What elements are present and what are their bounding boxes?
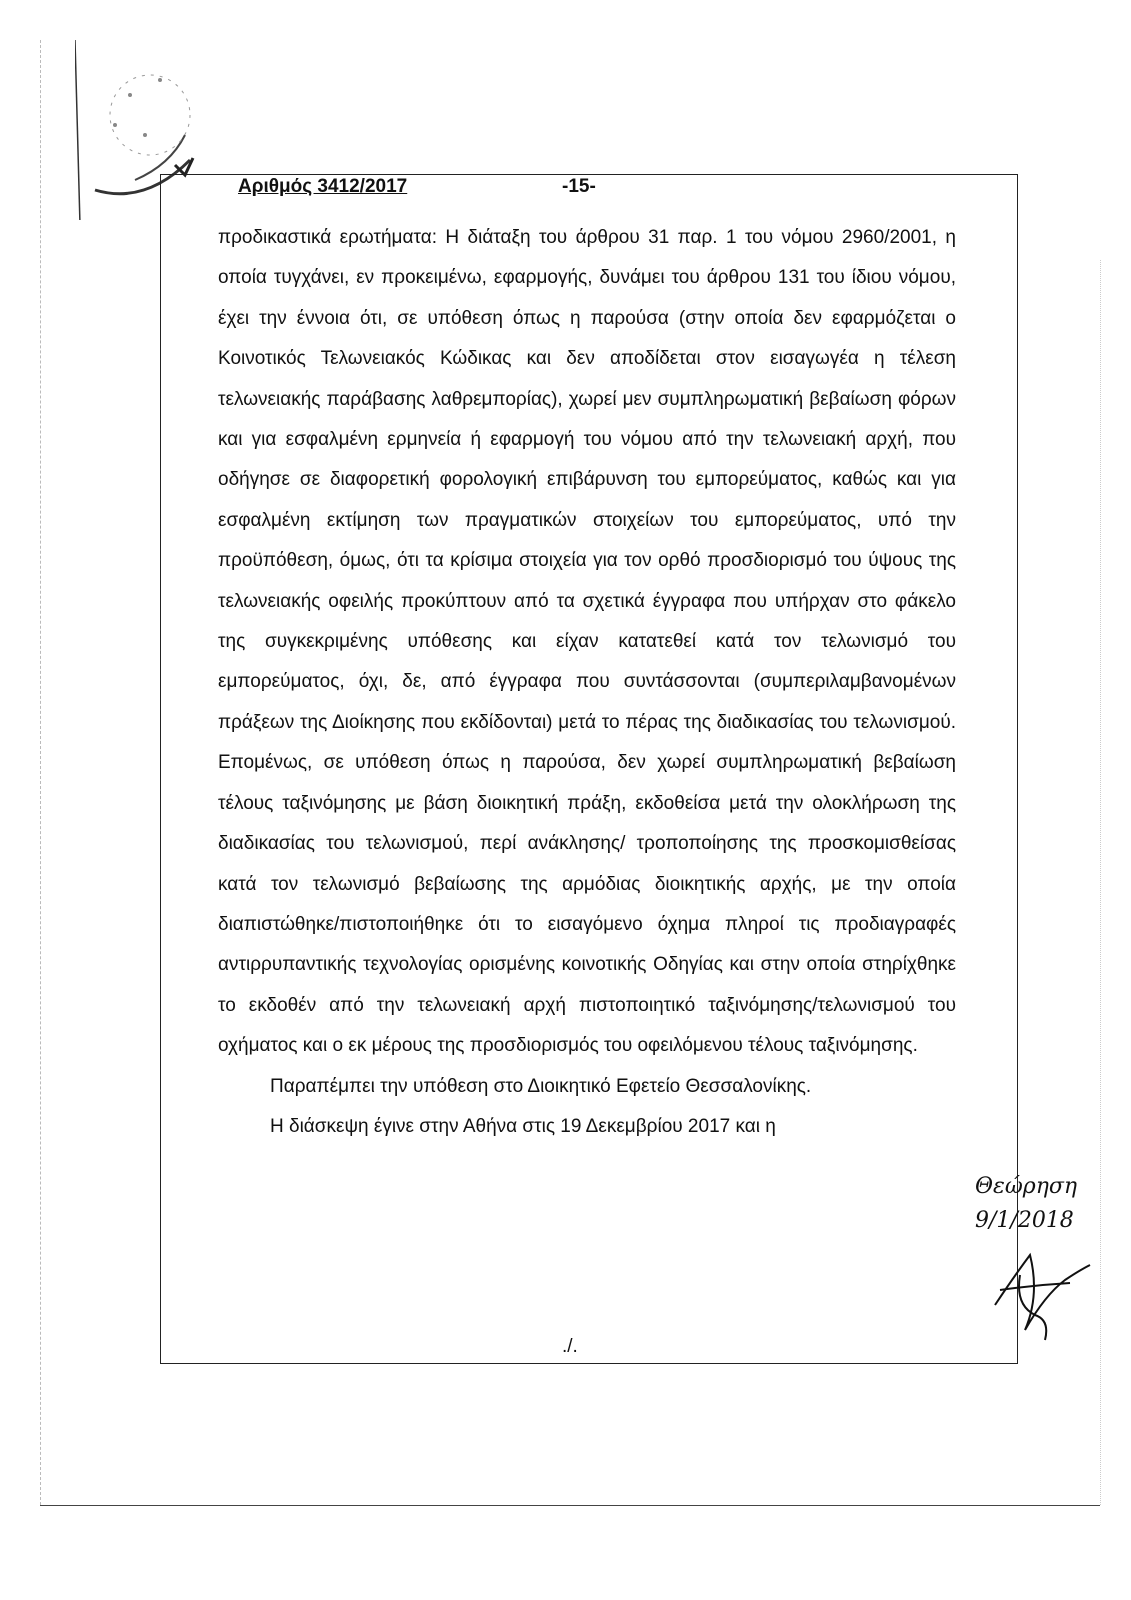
handwritten-note bbox=[975, 1170, 1077, 1238]
handwritten-word: Θεώρηση bbox=[975, 1174, 1078, 1199]
body-paragraph-2: Παραπέμπει την υπόθεση στο Διοικητικό Εφετείο Θεσσαλονίκης. bbox=[270, 1075, 812, 1097]
decision-number: Αριθμός 3412/2017 bbox=[238, 176, 408, 197]
body-paragraph-3: Η διάσκεψη έγινε στην Αθήνα στις 19 Δεκεμβρίου 2017 και η bbox=[270, 1115, 776, 1137]
scan-edge-right bbox=[1100, 260, 1101, 1505]
body-paragraph-1: προδικαστικά ερωτήματα: Η διάταξη του άρθρου 31 παρ. 1 του νόμου 2960/2001, η οποία τυγχάνει, εν προκειμένω, εφαρμογής, δυνάμει του άρθρου 131 του ίδιου νόμου, έχει την έννοια ότι, σε υπόθεση όπως η παρούσα (στην οποία δεν εφαρμόζεται ο Κοινοτικός Τελωνειακός Κώδικας και δεν αποδίδεται στον εισαγωγέα η τέλεση τελωνειακής παράβασης λαθρεμπορίας), χωρεί μεν συμπληρωματική βεβαίωση φόρων και για εσφαλμένη ερμηνεία ή εφαρμογή του νόμου από την τελωνειακή αρχή, που οδήγησε σε διαφορετική φορολογική επιβάρυνση του εμπορεύματος, καθώς και για εσφαλμένη εκτίμηση των πραγματικών στοιχείων του εμπορεύματος, υπό την προϋπόθεση, όμως, ότι τα κρίσιμα στοιχεία για τον ορθό προσδιορισμό του ύψους της τελωνειακής οφειλής προκύπτουν από τα σχετικά έγγραφα που υπήρχαν στο φάκελο της συγκεκριμένης υπόθεσης και είχαν κατατεθεί κατά τον τελωνισμό του εμπορεύματος, όχι, δε, από έγγραφα που συντάσσονται (συμπεριλαμβανομένων πράξεων της Διοίκησης που εκδίδονται) μετά το πέρας της διαδικασίας του τελωνισμού. Επομένως, σε υπόθεση όπως η παρούσα, δεν χωρεί συμπληρωματική βεβαίωση τέλους ταξινόμησης με βάση διοικητική πράξη, εκδοθείσα μετά την ολοκλήρωση της διαδικασίας του τελωνισμού, περί ανάκλησης/ τροποποίησης της προσκομισθείσας κατά τον τελωνισμό βεβαίωσης της αρμόδιας διοικητικής αρχής, με την οποία διαπιστώθηκε/πιστοποιήθηκε ότι το εισαγόμενο όχημα πληροί τις προδιαγραφές αντιρρυπαντικής τεχνολογίας ορισμένης κοινοτικής Οδηγίας και στην οποία στηρίχθηκε το εκδοθέν από την τελωνειακή αρχή πιστοποιητικό ταξινόμησης/τελωνισμού του οχήματος και ο εκ μέρους της προσδιορισμός του οφειλόμενου τέλους ταξινόμησης. bbox=[218, 227, 956, 1057]
handwritten-date: 9/1/2018 bbox=[975, 1208, 1074, 1233]
page-header bbox=[238, 176, 596, 198]
scan-edge-left bbox=[40, 40, 41, 1505]
page-number: -15- bbox=[562, 176, 596, 197]
scan-edge-bottom bbox=[40, 1505, 1100, 1506]
continuation-mark: ./. bbox=[562, 1336, 578, 1357]
document-body bbox=[218, 218, 956, 1147]
signature-icon bbox=[985, 1235, 1095, 1345]
